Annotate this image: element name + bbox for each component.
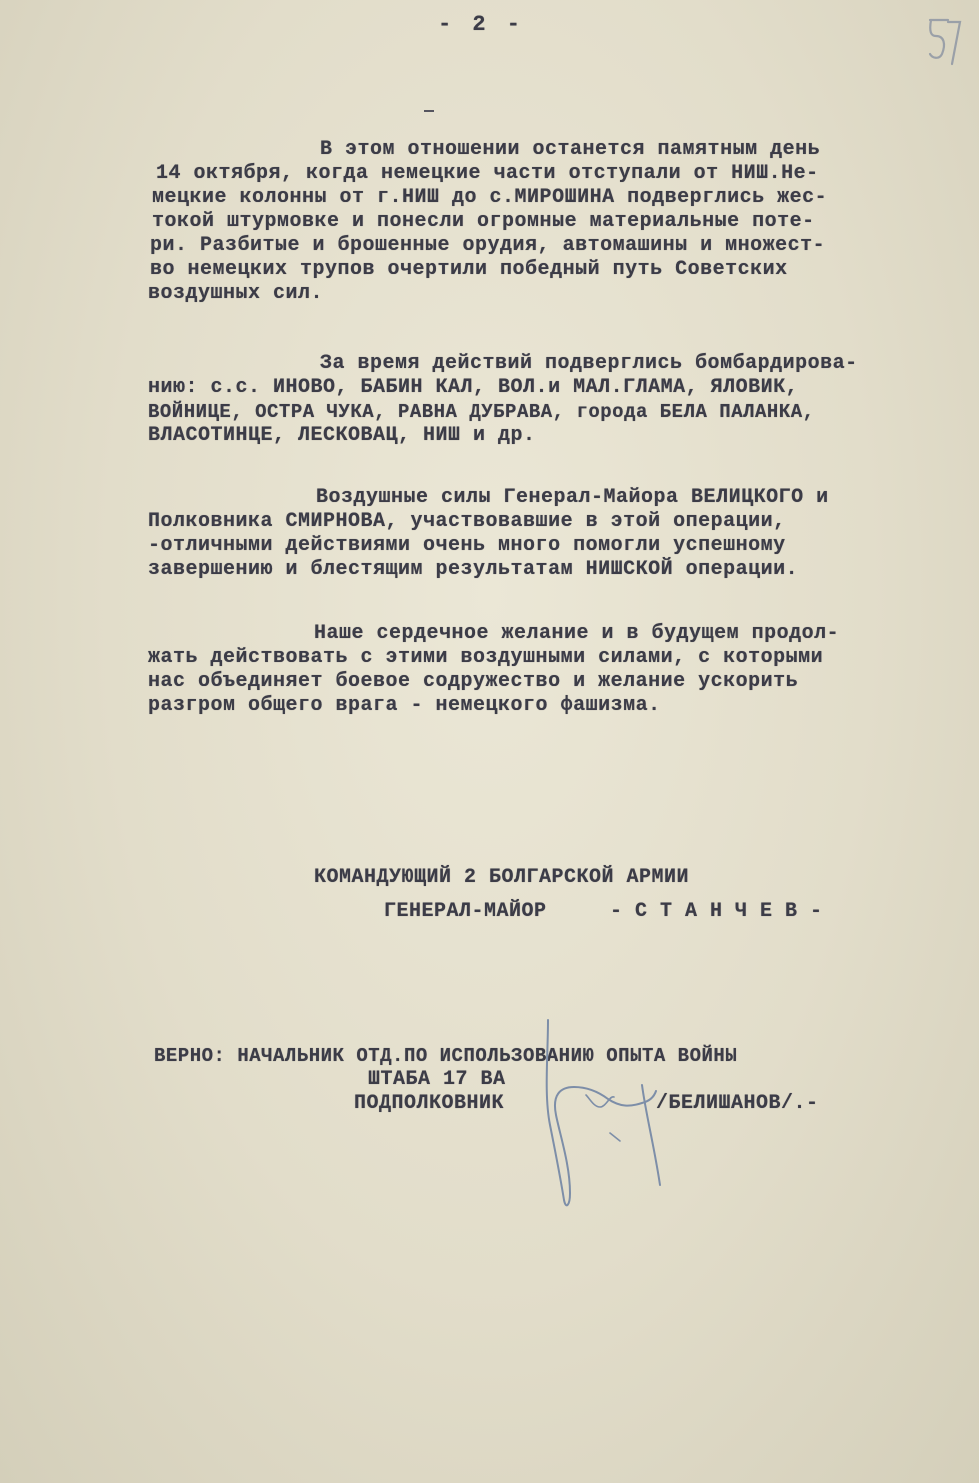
certification-name: /БЕЛИШАНОВ/.- — [656, 1092, 819, 1115]
paragraph-line: Полковника СМИРНОВА, участвовавшие в этой операции, — [148, 510, 786, 533]
paragraph-line: За время действий подверглись бомбардирова- — [320, 352, 858, 375]
paragraph-line: -отличными действиями очень много помогли успешному — [148, 534, 786, 557]
paragraph-line: Воздушные силы Генерал-Майора ВЕЛИЦКОГО и — [316, 486, 829, 509]
certification-line: ВЕРНО: НАЧАЛЬНИК ОТД.ПО ИСПОЛЬЗОВАНИЮ ОПЫТА ВОЙНЫ — [154, 1045, 738, 1067]
paragraph-line: жать действовать с этими воздушными силами, с которыми — [148, 646, 824, 669]
paragraph-line: Наше сердечное желание и в будущем продол- — [314, 622, 840, 645]
paragraph-line: ВЛАСОТИНЦЕ, ЛЕСКОВАЦ, НИШ и др. — [148, 424, 536, 447]
archive-page-number — [922, 10, 966, 66]
handwritten-signature — [530, 1015, 680, 1215]
certification-staff: ШТАБА 17 ВА — [368, 1068, 506, 1091]
dash-mark — [424, 110, 434, 112]
certification-rank: ПОДПОЛКОВНИК — [354, 1092, 505, 1115]
paragraph-line: во немецких трупов очертили победный путь Советских — [150, 258, 788, 281]
paragraph-line: воздушных сил. — [148, 282, 324, 305]
paragraph-line: нию: с.с. ИНОВО, БАБИН КАЛ, ВОЛ.и МАЛ.ГЛАМА, ЯЛОВИК, — [148, 376, 799, 399]
paragraph-line: ри. Разбитые и брошенные орудия, автомашины и множест- — [150, 234, 826, 257]
commander-name: - С Т А Н Ч Е В - — [610, 900, 823, 923]
commander-title: КОМАНДУЮЩИЙ 2 БОЛГАРСКОЙ АРМИИ — [314, 866, 690, 889]
paragraph-line: 14 октября, когда немецкие части отступали от НИШ.Не- — [156, 162, 819, 185]
paragraph-line: В этом отношении останется памятным день — [320, 138, 821, 161]
paragraph-line: мецкие колонны от г.НИШ до с.МИРОШИНА подверглись жес- — [152, 186, 828, 209]
paragraph-line: ВОЙНИЦЕ, ОСТРА ЧУКА, РАВНА ДУБРАВА, города БЕЛА ПАЛАНКА, — [148, 401, 815, 423]
paragraph-line: нас объединяет боевое содружество и желание ускорить — [148, 670, 799, 693]
paragraph-line: токой штурмовке и понесли огромные материальные поте- — [152, 210, 815, 233]
paragraph-line: разгром общего врага - немецкого фашизма. — [148, 694, 661, 717]
paragraph-line: завершению и блестящим результатам НИШСКОЙ операции. — [148, 558, 799, 581]
page-number: - 2 - — [438, 12, 525, 37]
commander-rank: ГЕНЕРАЛ-МАЙОР — [384, 900, 547, 923]
